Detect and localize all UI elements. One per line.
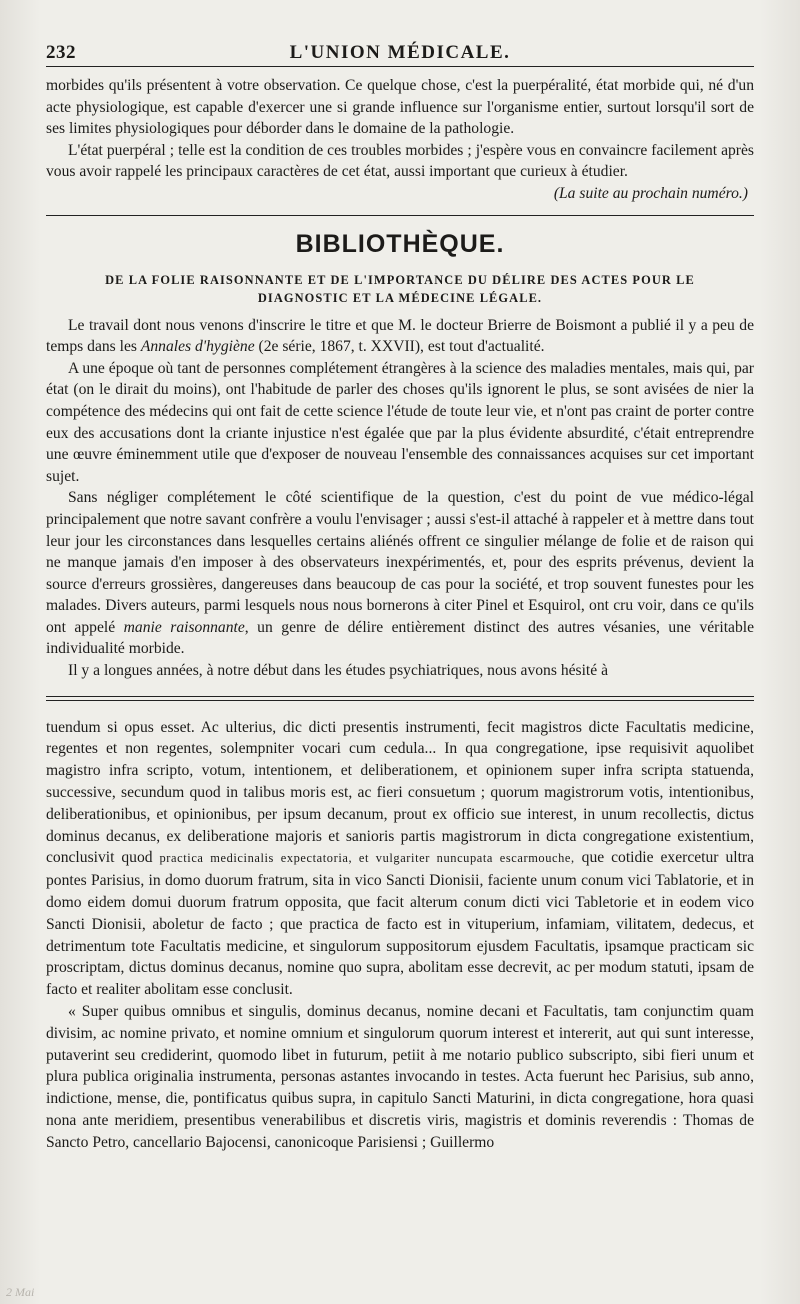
margin-pencil-note: 2 Mai xyxy=(6,1285,35,1299)
biblio-p3-text-a: Sans négliger complétement le côté scientifique de la question, c'est du point de vue médico-légal principalement que notre savant confrère a voulu l'envisager ; aussi s'est-il attaché à rappeler et à mettre dans tout leur jour les circonstances dans lesquelles certains aliénés offrent ce singulier mélange de folie et de raison qui ne manque jamais d'en imposer à des observateurs inexpérimentés, et, pour des esprits prévenus, devient la source d'erreurs grossières, dangereuses dans beaucoup de cas pour la société, et trop souvent funestes pour les malades. Divers auteurs, parmi lesquels nous nous bornerons à citer Pinel et Esquirol, ont cru voir, dans ce qu'ils ont appelé xyxy=(46,489,754,636)
biblio-paragraph-1 xyxy=(46,315,754,358)
article-title xyxy=(46,271,754,307)
bibliography-heading: BIBLIOTHÈQUE. xyxy=(295,229,505,258)
journal-title: Annales d'hygiène xyxy=(140,338,255,356)
intro-paragraph-1: morbides qu'ils présentent à votre observation. Ce quelque chose, c'est la puerpéralité, état morbide qui, né d'un acte physiologique, est capable d'exercer une si grande influence sur l'organisme entier, surtout lorsqu'il sort de ses limites physiologiques pour déborder dans le domaine de la pathologie. xyxy=(46,77,754,138)
biblio-paragraph-4: Il y a longues années, à notre début dans les études psychiatriques, nous avons hésité à xyxy=(68,662,609,680)
intro-section xyxy=(46,75,754,205)
biblio-p1-text-a: Le travail dont nous venons d'inscrire le titre et que M. le docteur Brierre de Boismont a publié il y a peu de temps dans les xyxy=(46,316,754,356)
latin-p1-text-a: tuendum si opus esset. Ac ulterius, dic dicti presentis instrumenti, fecit magistros dicte Facultatis medicine, regentes et non regentes, solempniter vocari cum cedula... In qua congregatione, ipse requisivit aquolibet magistro infra scripto, votum, intentionem, et deliberationem, et opinionem super infra scripta statuenda, successive, secundum quod in talibus moris est, ac fieri consuetum ; quorum magistrorum votis, intentionibus, deliberationibus, et opinionibus, per ipsum decanum, prout ex officio sue interest, in unum recollectis, dictus dominus decanus, ex deliberatione majoris et sanioris partis magistrorum in dicta congregatione existentium, conclusivit quod xyxy=(46,718,754,867)
latin-paragraph-1 xyxy=(46,717,754,1001)
article-title-line-1: DE LA FOLIE RAISONNANTE ET DE L'IMPORTANCE DU DÉLIRE DES ACTES POUR LE xyxy=(105,272,695,287)
section-divider xyxy=(46,215,754,216)
bibliography-body xyxy=(46,315,754,682)
continued-note: (La suite au prochain numéro.) xyxy=(553,184,748,202)
intro-paragraph-2: L'état puerpéral ; telle est la condition de ces troubles morbides ; j'espère vous en convaincre facilement après vous avoir rappelé les principaux caractères de cet état, aussi important que curieux à étudier. xyxy=(46,141,754,181)
biblio-p3-italic: manie raisonnante xyxy=(123,618,245,636)
double-divider xyxy=(46,696,754,701)
biblio-paragraph-3 xyxy=(46,487,754,660)
latin-p1-text-b: que cotidie exercetur ultra pontes Parisius, in domo duorum fratrum, sita in vico Sancti Dionisii, faciente unum conum vici Tablatorie, et in domo eidem domui duorum fratrum opposita, que facit alterum conum dicti vici Tabletorie et in eodem vico Sancti Dionisii, aboletur de facto ; que practica de facto est in vituperium, infamiam, vilitatem, dedecus, et detrimentum tote Facultatis medicine, et singulorum suppositorum ejusdem Facultatis, ipsamque practicam sic proscriptam, dictus dominus decanus, nomine quo supra, abolitam esse decrevit, ac per modum statuti, ipsam de facto et realiter abolitam esse conclusit. xyxy=(46,849,755,999)
page-number: 232 xyxy=(46,42,76,63)
running-title: L'UNION MÉDICALE. xyxy=(289,42,511,63)
biblio-paragraph-2: A une époque où tant de personnes complétement étrangères à la science des maladies mentales, mais qui, par état (on le dirait du moins), ont l'habitude de parler des choses qu'ils ignorent le plus, se sont avisées de nier la compétence des médecins qui ont fait de cette science l'étude de toute leur vie, et n'ont pas craint de porter contre eux des accusations dont la criante injustice n'est égalée que par la plus évidente absurdité, c'était entreprendre une œuvre éminemment utile que d'exposer de nouveau l'ensemble des connaissances acquises sur cet important sujet. xyxy=(46,359,754,485)
biblio-p3-text-b: , un genre de délire entièrement distinct des autres vésanies, une véritable individualité morbide. xyxy=(46,618,754,658)
biblio-p1-text-b: (2e série, 1867, t. XXVII), est tout d'actualité. xyxy=(258,338,545,356)
article-title-line-2: DIAGNOSTIC ET LA MÉDECINE LÉGALE. xyxy=(257,290,543,305)
latin-section xyxy=(46,717,754,1154)
latin-paragraph-2: « Super quibus omnibus et singulis, dominus decanus, nomine decani et Facultatis, tam conjunctim quam divisim, ac nomine privato, et nomine omnium et singulorum quorum interest et intererit, aut qui sunt interesse, putaverint seu crediderint, quomodo libet in futurum, petiit à me notario publico subscripto, sibi fieri unum et plura publica originalia instrumenta, personas astantes invocando in testes. Acta fuerunt hec Parisius, sub anno, indictione, mense, die, pontificatus quibus supra, in capitulo Sancti Maturini, in dicta congregatione, hora quasi nona ante meridiem, presentibus venerabilibus et discretis viris, magistris et dominis reverendis : Thomas de Sancto Petro, cancellario Bajocensi, canonicoque Parisiensi ; Guillermo xyxy=(46,1003,754,1151)
page-header xyxy=(46,36,754,67)
latin-p1-smallcaps: practica medicinalis expectatoria, et vulgariter nuncupata escarmouche, xyxy=(159,851,575,866)
